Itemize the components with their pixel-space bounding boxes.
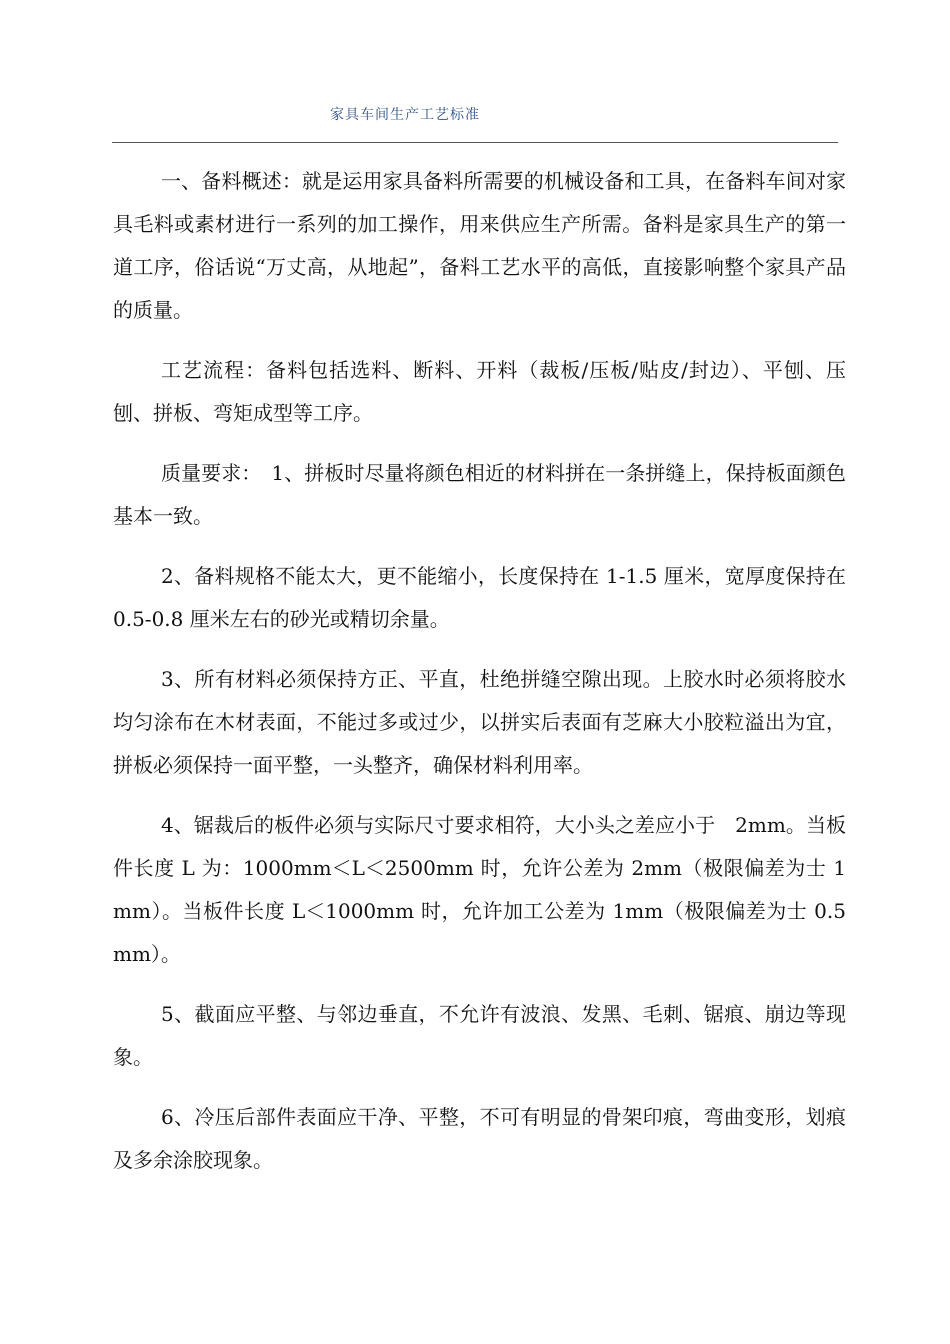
page-header-title: 家具车间生产工艺标准 — [330, 107, 480, 123]
document-body — [113, 160, 846, 1199]
paragraph-quality-2: 2、备料规格不能太大，更不能缩小，长度保持在 1-1.5 厘米，宽厚度保持在 0.5-0.8 厘米左右的砂光或精切余量。 — [113, 564, 846, 631]
paragraph-quality-1: 质量要求： 1、拼板时尽量将颜色相近的材料拼在一条拼缝上，保持板面颜色基本一致。 — [113, 461, 846, 528]
paragraph-quality-3: 3、所有材料必须保持方正、平直，杜绝拼缝空隙出现。上胶水时必须将胶水均匀涂布在木材表面，不能过多或过少，以拼实后表面有芝麻大小胶粒溢出为宜，拼板必须保持一面平整，一头整齐，确保材料利用率。 — [113, 667, 846, 777]
paragraph-quality-5: 5、截面应平整、与邻边垂直，不允许有波浪、发黑、毛刺、锯痕、崩边等现象。 — [113, 1002, 846, 1069]
paragraph-quality-6: 6、冷压后部件表面应干净、平整，不可有明显的骨架印痕，弯曲变形，划痕及多余涂胶现象。 — [113, 1105, 846, 1172]
header-divider — [112, 142, 838, 143]
paragraph-quality-4: 4、锯裁后的板件必须与实际尺寸要求相符，大小头之差应小于 2mm。当板件长度 L 为：1000mm＜L＜2500mm 时，允许公差为 2mm（极限偏差为士 1mm）。当板件长度 L＜1000mm 时，允许加工公差为 1mm（极限偏差为士 0.5mm）。 — [113, 813, 846, 966]
paragraph-process-flow: 工艺流程：备料包括选料、断料、开料（裁板/压板/贴皮/封边）、平刨、压刨、拼板、弯矩成型等工序。 — [113, 358, 846, 425]
paragraph-overview: 一、备料概述：就是运用家具备料所需要的机械设备和工具，在备料车间对家具毛料或素材进行一系列的加工操作，用来供应生产所需。备料是家具生产的第一道工序，俗话说“万丈高，从地起”，备料工艺水平的高低，直接影响整个家具产品的质量。 — [113, 169, 846, 322]
